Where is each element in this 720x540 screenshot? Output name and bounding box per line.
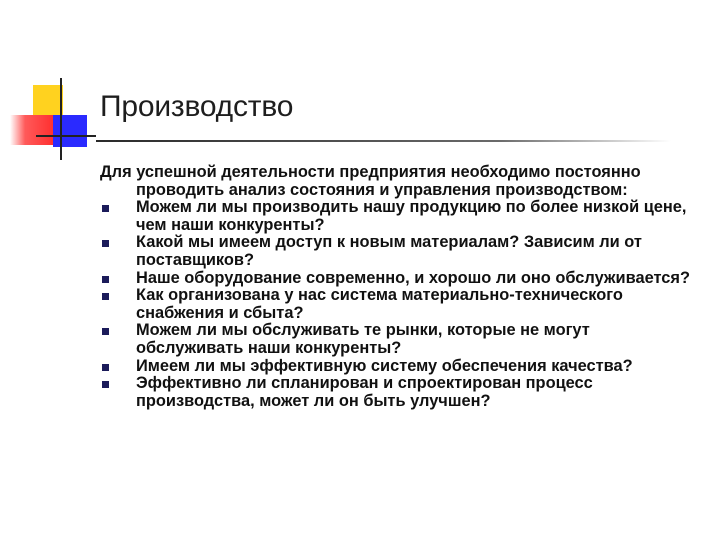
- list-item-text: Наше оборудование современно, и хорошо ли оно обслуживается?: [136, 268, 690, 287]
- list-item: [100, 322, 700, 357]
- square-bullet-icon: [102, 205, 109, 212]
- square-bullet-icon: [102, 276, 109, 283]
- square-bullet-icon: [102, 381, 109, 388]
- title-underline: [96, 140, 671, 142]
- list-item-text: Можем ли мы производить нашу продукцию по более низкой цене, чем наши конкуренты?: [136, 198, 687, 234]
- list-item: [100, 199, 700, 234]
- list-item: [100, 234, 700, 269]
- list-item: [100, 375, 700, 410]
- square-bullet-icon: [102, 364, 109, 371]
- list-item-text: Можем ли мы обслуживать те рынки, которые не могут обслуживать наши конкуренты?: [136, 321, 590, 357]
- decor-red-square: [10, 115, 53, 145]
- square-bullet-icon: [102, 240, 109, 247]
- list-item: [100, 287, 700, 322]
- slide-title: Производство: [100, 90, 294, 123]
- list-item-text: Как организована у нас система материально-технического снабжения и сбыта?: [136, 286, 623, 322]
- decor-vertical-line: [60, 78, 62, 160]
- slide-content: [100, 164, 700, 410]
- square-bullet-icon: [102, 293, 109, 300]
- list-item-text: Какой мы имеем доступ к новым материалам? Зависим ли от поставщиков?: [136, 233, 642, 269]
- list-item-text: Эффективно ли спланирован и спроектирован процесс производства, может ли он быть улучшен?: [136, 374, 593, 410]
- list-item-text: Имеем ли мы эффективную систему обеспечения качества?: [136, 356, 633, 375]
- decor-blue-square: [53, 115, 87, 147]
- list-item: [100, 358, 700, 376]
- intro-paragraph: Для успешной деятельности предприятия необходимо постоянно проводить анализ состояния и управления производством:: [100, 163, 641, 199]
- decor-horizontal-line: [36, 135, 96, 137]
- list-item: [100, 270, 700, 288]
- decor-yellow-square: [33, 85, 63, 115]
- square-bullet-icon: [102, 328, 109, 335]
- bullet-list: [100, 199, 700, 410]
